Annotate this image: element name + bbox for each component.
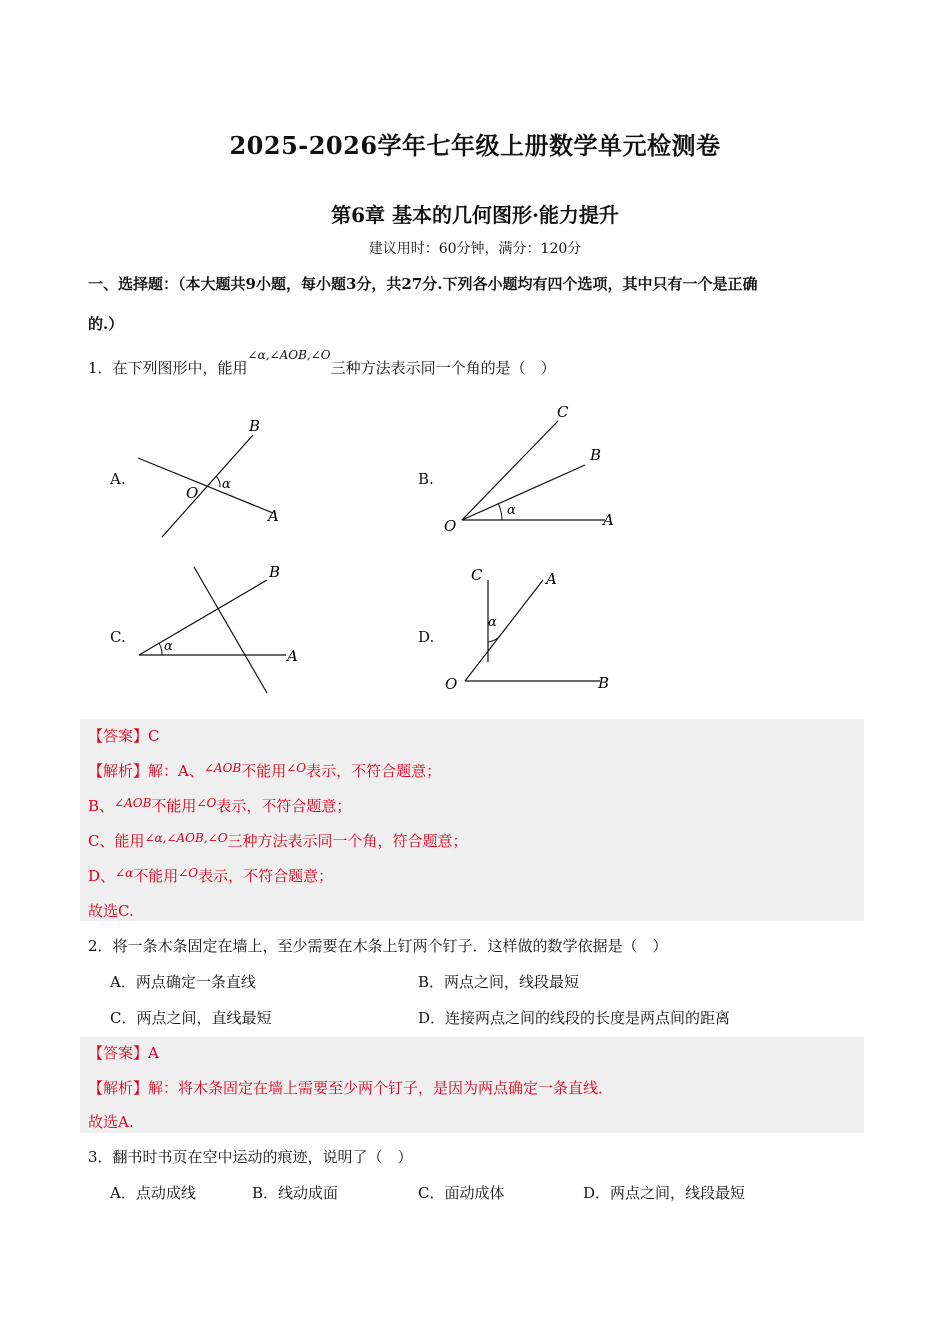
q1-math: ∠α,∠AOB,∠O [247,348,331,362]
angle-arc [488,636,500,642]
text: C、能用 [88,832,145,850]
q1-analysis-b [88,795,351,816]
section-heading-line1: 一、选择题：（本大题共9小题，每小题3分，共27分.下列各小题均有四个选项，其中只有一个是正确 [88,275,758,293]
line-oa [138,458,273,513]
ray-b [139,580,267,655]
section-heading-line2: 的.） [88,315,124,333]
q2-answer: 【答案】A [88,1044,159,1062]
q2-option-b: B．两点之间，线段最短 [418,973,580,991]
label-b: B [249,417,261,435]
q2-conclusion: 故选A. [88,1113,134,1131]
text: 表示，不符合题意； [198,867,334,885]
label-c: C [471,566,483,584]
math: ∠AOB [114,796,152,810]
label-o: O [444,517,457,535]
q1-suffix: 三种方法表示同一个角的是（ ） [330,359,556,377]
label-alpha: α [507,503,516,518]
text: 不能用 [151,797,197,815]
q1-analysis-d [88,865,333,886]
angle-arc [498,503,502,520]
math: ∠α,∠AOB,∠O [144,831,228,845]
label-alpha: α [164,639,173,654]
label-b: B [598,674,610,692]
q1-figure-b [440,400,630,540]
q1-option-c-label: C. [110,628,126,646]
angle-arc [216,476,220,487]
text: 表示，不符合题意； [306,762,442,780]
chapter-subtitle: 第6章 基本的几何图形·能力提升 [331,203,619,227]
q1-analysis-c [88,830,468,851]
q1-option-d-label: D. [418,628,435,646]
q2-stem: 2．将一条木条固定在墙上，至少需要在木条上钉两个钉子．这样做的数学依据是（ ） [88,937,668,955]
ray-ob [462,465,585,520]
label-o: O [445,675,458,693]
time-info: 建议用时：60分钟，满分：120分 [368,241,582,257]
math: ∠O [196,796,217,810]
q1-prefix: 1．在下列图形中，能用 [88,359,248,377]
q1-figure-c [130,560,310,700]
angle-arc [159,643,162,655]
q3-option-a: A．点动成线 [110,1184,196,1202]
text: 不能用 [133,867,179,885]
page-title: 2025-2026学年七年级上册数学单元检测卷 [229,131,721,160]
text: 表示，不符合题意； [216,797,352,815]
label-b: B [590,446,602,464]
text: 三种方法表示同一个角，符合题意； [227,832,468,850]
label-alpha: α [488,615,497,630]
text: 不能用 [241,762,287,780]
math: ∠O [178,866,199,880]
q1-option-a-label: A. [110,470,126,488]
q2-analysis: 【解析】解：将木条固定在墙上需要至少两个钉子，是因为两点确定一条直线． [88,1079,614,1097]
q1-analysis-a [88,760,441,781]
label-c: C [557,403,569,421]
ray-oa [465,580,543,681]
label-a: A [603,511,614,529]
label-a: A [546,570,557,588]
q1-answer-box [80,719,864,921]
label-b: B [269,563,281,581]
q1-figure-a [120,405,300,545]
line-ob [162,435,253,537]
label-a: A [287,647,298,665]
q3-option-b: B．线动成面 [252,1184,339,1202]
text: D、 [88,867,116,885]
q3-option-d: D．两点之间，线段最短 [583,1184,746,1202]
q3-stem: 3．翻书时书页在空中运动的痕迹，说明了（ ） [88,1148,413,1166]
q3-option-c: C．面动成体 [418,1184,505,1202]
label-o: O [186,484,199,502]
q2-option-c: C．两点之间，直线最短 [110,1009,272,1027]
label-alpha: α [222,477,231,492]
math: ∠O [286,761,307,775]
q2-option-a: A．两点确定一条直线 [110,973,256,991]
q1-figure-d [440,560,630,700]
q1-conclusion: 故选C. [88,902,134,920]
label-a: A [268,507,279,525]
q1-option-b-label: B. [418,470,434,488]
q1-answer: 【答案】C [88,727,160,745]
math: ∠α [115,866,134,880]
text: B、 [88,797,115,815]
q2-option-d: D．连接两点之间的线段的长度是两点间的距离 [418,1009,731,1027]
math: ∠AOB [203,761,242,775]
text: 【解析】解：A、 [88,762,204,780]
